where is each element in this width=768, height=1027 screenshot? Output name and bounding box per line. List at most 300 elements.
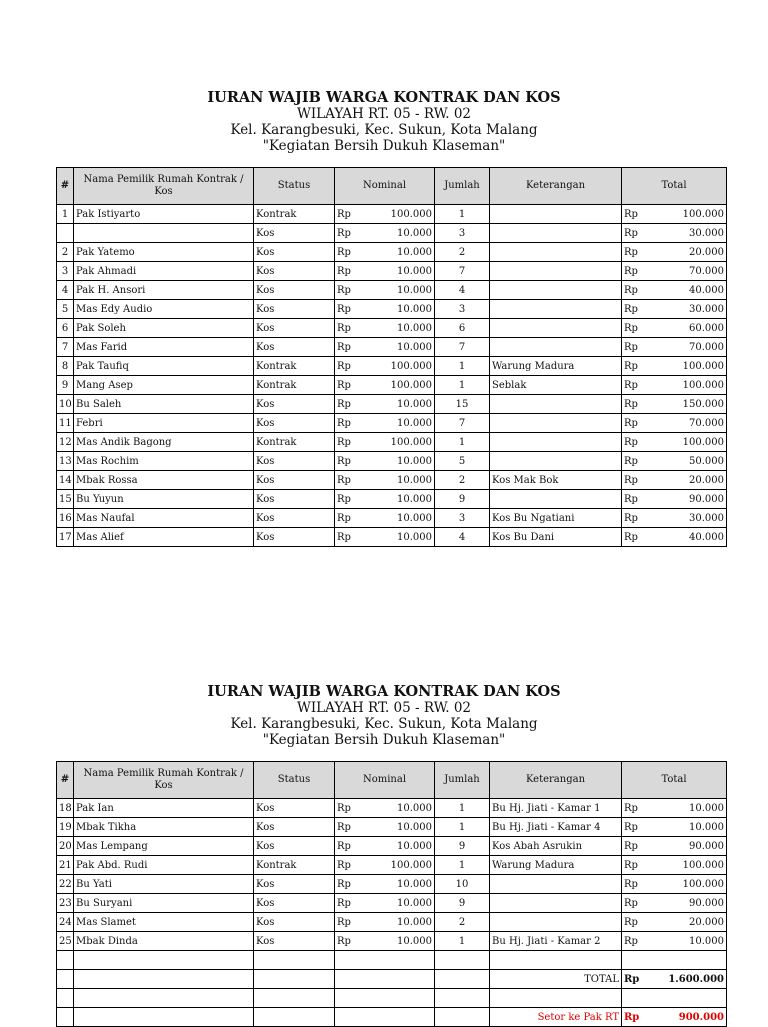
nominal-cell bbox=[335, 357, 435, 376]
row-number: 13 bbox=[57, 452, 74, 471]
table-row bbox=[57, 932, 727, 951]
nominal-cell bbox=[335, 818, 435, 837]
nominal-cell bbox=[335, 433, 435, 452]
nominal-cell bbox=[335, 509, 435, 528]
nominal-currency: Rp bbox=[337, 379, 351, 391]
nominal-cell bbox=[335, 395, 435, 414]
row-number: 18 bbox=[57, 799, 74, 818]
keterangan-cell bbox=[490, 875, 622, 894]
owner-name: Mbak Tikha bbox=[74, 818, 254, 837]
nominal-value: 10.000 bbox=[397, 265, 432, 277]
total-value: 90.000 bbox=[689, 840, 724, 852]
jumlah-cell: 1 bbox=[435, 856, 490, 875]
nominal-currency: Rp bbox=[337, 531, 351, 543]
status-cell: Kos bbox=[254, 300, 335, 319]
total-cell bbox=[622, 338, 727, 357]
total-value: 20.000 bbox=[689, 916, 724, 928]
total-cell bbox=[622, 490, 727, 509]
owner-name: Pak Ian bbox=[74, 799, 254, 818]
sheet1-header-row bbox=[57, 168, 727, 205]
row-number: 1 bbox=[57, 205, 74, 224]
status-cell: Kos bbox=[254, 243, 335, 262]
table-row bbox=[57, 490, 727, 509]
nominal-cell bbox=[335, 490, 435, 509]
owner-name: Bu Suryani bbox=[74, 894, 254, 913]
nominal-currency: Rp bbox=[337, 935, 351, 947]
nominal-currency: Rp bbox=[337, 341, 351, 353]
nominal-cell bbox=[335, 452, 435, 471]
total-value: 10.000 bbox=[689, 935, 724, 947]
nominal-currency: Rp bbox=[337, 360, 351, 372]
total-value: 20.000 bbox=[689, 246, 724, 258]
total-currency: Rp bbox=[624, 840, 638, 852]
nominal-currency: Rp bbox=[337, 916, 351, 928]
keterangan-cell: Kos Bu Ngatiani bbox=[490, 509, 622, 528]
keterangan-cell: Seblak bbox=[490, 376, 622, 395]
col-jumlah-header: Jumlah bbox=[435, 762, 490, 799]
total-value: 30.000 bbox=[689, 227, 724, 239]
sheet2-location: Kel. Karangbesuki, Kec. Sukun, Kota Malang bbox=[230, 716, 538, 732]
row-number bbox=[57, 224, 74, 243]
nominal-currency: Rp bbox=[337, 455, 351, 467]
col-jumlah-header: Jumlah bbox=[435, 168, 490, 205]
table-row bbox=[57, 338, 727, 357]
total-currency: Rp bbox=[624, 531, 638, 543]
total-value: 100.000 bbox=[682, 878, 724, 890]
owner-name: Pak Istiyarto bbox=[74, 205, 254, 224]
table-row bbox=[57, 452, 727, 471]
total-currency: Rp bbox=[624, 227, 638, 239]
table-row bbox=[57, 224, 727, 243]
total-cell bbox=[622, 471, 727, 490]
jumlah-cell: 1 bbox=[435, 357, 490, 376]
table-row bbox=[57, 856, 727, 875]
row-number: 19 bbox=[57, 818, 74, 837]
total-currency: Rp bbox=[624, 821, 638, 833]
total-cell bbox=[622, 433, 727, 452]
total-value: 1.600.000 bbox=[668, 973, 724, 985]
nominal-cell bbox=[335, 338, 435, 357]
total-value: 30.000 bbox=[689, 303, 724, 315]
table-row bbox=[57, 818, 727, 837]
nominal-currency: Rp bbox=[337, 208, 351, 220]
total-currency: Rp bbox=[624, 935, 638, 947]
total-cell bbox=[622, 913, 727, 932]
nominal-cell bbox=[335, 319, 435, 338]
row-number: 4 bbox=[57, 281, 74, 300]
nominal-currency: Rp bbox=[337, 322, 351, 334]
jumlah-cell: 1 bbox=[435, 433, 490, 452]
nominal-value: 100.000 bbox=[390, 208, 432, 220]
sheet2-title: IURAN WAJIB WARGA KONTRAK DAN KOS bbox=[207, 683, 561, 700]
status-cell: Kos bbox=[254, 799, 335, 818]
jumlah-cell: 1 bbox=[435, 376, 490, 395]
row-number: 8 bbox=[57, 357, 74, 376]
keterangan-cell bbox=[490, 395, 622, 414]
nominal-value: 10.000 bbox=[397, 284, 432, 296]
total-value: 50.000 bbox=[689, 455, 724, 467]
col-keterangan-header: Keterangan bbox=[490, 762, 622, 799]
jumlah-cell: 3 bbox=[435, 300, 490, 319]
total-cell bbox=[622, 452, 727, 471]
total-cell bbox=[622, 818, 727, 837]
row-number: 25 bbox=[57, 932, 74, 951]
jumlah-cell: 5 bbox=[435, 452, 490, 471]
total-cell bbox=[622, 395, 727, 414]
keterangan-cell bbox=[490, 319, 622, 338]
nominal-currency: Rp bbox=[337, 303, 351, 315]
table-row bbox=[57, 243, 727, 262]
sheet1-subtitle: WILAYAH RT. 05 - RW. 02 bbox=[296, 106, 472, 122]
nominal-currency: Rp bbox=[337, 284, 351, 296]
nominal-currency: Rp bbox=[337, 802, 351, 814]
nominal-value: 100.000 bbox=[390, 379, 432, 391]
total-currency: Rp bbox=[624, 379, 638, 391]
col-number-header: # bbox=[57, 762, 74, 799]
total-value: 70.000 bbox=[689, 417, 724, 429]
total-cell bbox=[622, 300, 727, 319]
status-cell: Kos bbox=[254, 338, 335, 357]
col-name-header: Nama Pemilik Rumah Kontrak / Kos bbox=[74, 762, 254, 799]
nominal-value: 10.000 bbox=[397, 455, 432, 467]
sheet1-heading bbox=[0, 90, 768, 154]
keterangan-cell: Warung Madura bbox=[490, 357, 622, 376]
owner-name: Bu Yati bbox=[74, 875, 254, 894]
total-currency: Rp bbox=[624, 859, 638, 871]
keterangan-cell bbox=[490, 281, 622, 300]
status-cell: Kontrak bbox=[254, 376, 335, 395]
row-number: 14 bbox=[57, 471, 74, 490]
total-cell bbox=[622, 528, 727, 547]
total-currency: Rp bbox=[624, 208, 638, 220]
keterangan-cell: Bu Hj. Jiati - Kamar 4 bbox=[490, 818, 622, 837]
row-number: 20 bbox=[57, 837, 74, 856]
status-cell: Kos bbox=[254, 262, 335, 281]
jumlah-cell: 2 bbox=[435, 471, 490, 490]
row-number: 2 bbox=[57, 243, 74, 262]
nominal-currency: Rp bbox=[337, 897, 351, 909]
total-currency: Rp bbox=[624, 360, 638, 372]
sheet1-location: Kel. Karangbesuki, Kec. Sukun, Kota Malang bbox=[230, 122, 538, 138]
keterangan-cell: Bu Hj. Jiati - Kamar 1 bbox=[490, 799, 622, 818]
row-number: 5 bbox=[57, 300, 74, 319]
total-currency: Rp bbox=[624, 265, 638, 277]
owner-name: Mas Alief bbox=[74, 528, 254, 547]
table-row bbox=[57, 433, 727, 452]
keterangan-cell bbox=[490, 262, 622, 281]
nominal-value: 100.000 bbox=[390, 859, 432, 871]
owner-name: Mas Rochim bbox=[74, 452, 254, 471]
total-value: 100.000 bbox=[682, 379, 724, 391]
total-value: 20.000 bbox=[689, 474, 724, 486]
jumlah-cell: 6 bbox=[435, 319, 490, 338]
nominal-currency: Rp bbox=[337, 265, 351, 277]
status-cell: Kos bbox=[254, 395, 335, 414]
total-cell bbox=[622, 856, 727, 875]
jumlah-cell: 1 bbox=[435, 818, 490, 837]
sheet1-title: IURAN WAJIB WARGA KONTRAK DAN KOS bbox=[207, 89, 561, 106]
nominal-value: 100.000 bbox=[390, 436, 432, 448]
table-row bbox=[57, 913, 727, 932]
total-row bbox=[57, 970, 727, 989]
nominal-value: 10.000 bbox=[397, 916, 432, 928]
setor-currency: Rp bbox=[624, 1011, 640, 1023]
total-cell bbox=[622, 414, 727, 433]
status-cell: Kontrak bbox=[254, 357, 335, 376]
nominal-cell bbox=[335, 913, 435, 932]
sheet1-event: "Kegiatan Bersih Dukuh Klaseman" bbox=[262, 138, 506, 154]
total-currency: Rp bbox=[624, 973, 640, 985]
total-cell bbox=[622, 970, 727, 989]
table-row bbox=[57, 471, 727, 490]
status-cell: Kontrak bbox=[254, 433, 335, 452]
table-row bbox=[57, 376, 727, 395]
jumlah-cell: 9 bbox=[435, 490, 490, 509]
total-value: 100.000 bbox=[682, 436, 724, 448]
table-row bbox=[57, 875, 727, 894]
keterangan-cell: Kos Abah Asrukin bbox=[490, 837, 622, 856]
nominal-value: 10.000 bbox=[397, 246, 432, 258]
status-cell: Kos bbox=[254, 471, 335, 490]
setor-label: Setor ke Pak RT bbox=[490, 1008, 622, 1027]
status-cell: Kos bbox=[254, 528, 335, 547]
table-row bbox=[57, 300, 727, 319]
keterangan-cell bbox=[490, 224, 622, 243]
owner-name: Mas Farid bbox=[74, 338, 254, 357]
total-value: 100.000 bbox=[682, 360, 724, 372]
jumlah-cell: 10 bbox=[435, 875, 490, 894]
owner-name: Mbak Rossa bbox=[74, 471, 254, 490]
status-cell: Kos bbox=[254, 319, 335, 338]
row-number: 9 bbox=[57, 376, 74, 395]
status-cell: Kos bbox=[254, 875, 335, 894]
status-cell: Kos bbox=[254, 818, 335, 837]
nominal-currency: Rp bbox=[337, 474, 351, 486]
row-number: 17 bbox=[57, 528, 74, 547]
jumlah-cell: 2 bbox=[435, 913, 490, 932]
nominal-value: 10.000 bbox=[397, 840, 432, 852]
total-currency: Rp bbox=[624, 303, 638, 315]
nominal-value: 10.000 bbox=[397, 878, 432, 890]
total-currency: Rp bbox=[624, 802, 638, 814]
status-cell: Kos bbox=[254, 490, 335, 509]
nominal-cell bbox=[335, 932, 435, 951]
nominal-cell bbox=[335, 837, 435, 856]
total-currency: Rp bbox=[624, 341, 638, 353]
owner-name: Pak Abd. Rudi bbox=[74, 856, 254, 875]
jumlah-cell: 4 bbox=[435, 528, 490, 547]
total-value: 40.000 bbox=[689, 531, 724, 543]
status-cell: Kos bbox=[254, 932, 335, 951]
row-number: 10 bbox=[57, 395, 74, 414]
owner-name: Mas Lempang bbox=[74, 837, 254, 856]
col-name-header: Nama Pemilik Rumah Kontrak / Kos bbox=[74, 168, 254, 205]
total-currency: Rp bbox=[624, 398, 638, 410]
total-cell bbox=[622, 875, 727, 894]
owner-name: Mas Slamet bbox=[74, 913, 254, 932]
owner-name: Mas Andik Bagong bbox=[74, 433, 254, 452]
total-value: 70.000 bbox=[689, 265, 724, 277]
total-currency: Rp bbox=[624, 916, 638, 928]
col-total-header: Total bbox=[622, 762, 727, 799]
keterangan-cell: Kos Mak Bok bbox=[490, 471, 622, 490]
nominal-value: 10.000 bbox=[397, 531, 432, 543]
row-number: 6 bbox=[57, 319, 74, 338]
table-row bbox=[57, 528, 727, 547]
total-cell bbox=[622, 376, 727, 395]
total-currency: Rp bbox=[624, 455, 638, 467]
sheet1-table bbox=[56, 167, 727, 547]
total-cell bbox=[622, 262, 727, 281]
keterangan-cell: Warung Madura bbox=[490, 856, 622, 875]
keterangan-cell bbox=[490, 490, 622, 509]
row-number: 16 bbox=[57, 509, 74, 528]
nominal-value: 10.000 bbox=[397, 474, 432, 486]
jumlah-cell: 7 bbox=[435, 414, 490, 433]
keterangan-cell: Bu Hj. Jiati - Kamar 2 bbox=[490, 932, 622, 951]
row-number: 15 bbox=[57, 490, 74, 509]
nominal-cell bbox=[335, 894, 435, 913]
owner-name bbox=[74, 224, 254, 243]
table-row bbox=[57, 205, 727, 224]
nominal-value: 10.000 bbox=[397, 935, 432, 947]
owner-name: Pak Soleh bbox=[74, 319, 254, 338]
total-value: 90.000 bbox=[689, 493, 724, 505]
total-currency: Rp bbox=[624, 322, 638, 334]
nominal-value: 10.000 bbox=[397, 322, 432, 334]
total-currency: Rp bbox=[624, 474, 638, 486]
total-cell bbox=[622, 932, 727, 951]
nominal-value: 10.000 bbox=[397, 341, 432, 353]
nominal-cell bbox=[335, 262, 435, 281]
table-row bbox=[57, 414, 727, 433]
table-row bbox=[57, 281, 727, 300]
nominal-value: 10.000 bbox=[397, 821, 432, 833]
table-row bbox=[57, 262, 727, 281]
total-value: 30.000 bbox=[689, 512, 724, 524]
keterangan-cell bbox=[490, 300, 622, 319]
keterangan-cell bbox=[490, 338, 622, 357]
total-value: 100.000 bbox=[682, 208, 724, 220]
nominal-currency: Rp bbox=[337, 859, 351, 871]
jumlah-cell: 1 bbox=[435, 799, 490, 818]
table-row bbox=[57, 395, 727, 414]
total-value: 70.000 bbox=[689, 341, 724, 353]
col-number-header: # bbox=[57, 168, 74, 205]
jumlah-cell: 9 bbox=[435, 894, 490, 913]
jumlah-cell: 9 bbox=[435, 837, 490, 856]
table-row bbox=[57, 837, 727, 856]
keterangan-cell bbox=[490, 414, 622, 433]
total-cell bbox=[622, 243, 727, 262]
total-cell bbox=[622, 837, 727, 856]
keterangan-cell: Kos Bu Dani bbox=[490, 528, 622, 547]
row-number: 23 bbox=[57, 894, 74, 913]
jumlah-cell: 4 bbox=[435, 281, 490, 300]
total-currency: Rp bbox=[624, 512, 638, 524]
nominal-value: 10.000 bbox=[397, 512, 432, 524]
total-cell bbox=[622, 281, 727, 300]
owner-name: Mas Edy Audio bbox=[74, 300, 254, 319]
total-value: 40.000 bbox=[689, 284, 724, 296]
blank-row bbox=[57, 989, 727, 1008]
total-currency: Rp bbox=[624, 897, 638, 909]
total-cell bbox=[622, 357, 727, 376]
sheet2-heading bbox=[0, 684, 768, 748]
col-status-header: Status bbox=[254, 762, 335, 799]
nominal-currency: Rp bbox=[337, 227, 351, 239]
nominal-value: 100.000 bbox=[390, 360, 432, 372]
table-row bbox=[57, 799, 727, 818]
sheet2-header-row bbox=[57, 762, 727, 799]
nominal-cell bbox=[335, 471, 435, 490]
jumlah-cell: 1 bbox=[435, 205, 490, 224]
total-cell bbox=[622, 205, 727, 224]
nominal-currency: Rp bbox=[337, 493, 351, 505]
sheet2-event: "Kegiatan Bersih Dukuh Klaseman" bbox=[262, 732, 506, 748]
jumlah-cell: 15 bbox=[435, 395, 490, 414]
total-currency: Rp bbox=[624, 878, 638, 890]
jumlah-cell: 1 bbox=[435, 932, 490, 951]
nominal-cell bbox=[335, 528, 435, 547]
nominal-currency: Rp bbox=[337, 840, 351, 852]
nominal-cell bbox=[335, 243, 435, 262]
row-number: 3 bbox=[57, 262, 74, 281]
col-status-header: Status bbox=[254, 168, 335, 205]
nominal-cell bbox=[335, 799, 435, 818]
status-cell: Kos bbox=[254, 414, 335, 433]
total-value: 10.000 bbox=[689, 802, 724, 814]
owner-name: Pak Yatemo bbox=[74, 243, 254, 262]
nominal-cell bbox=[335, 875, 435, 894]
total-value: 100.000 bbox=[682, 859, 724, 871]
nominal-currency: Rp bbox=[337, 821, 351, 833]
owner-name: Pak Ahmadi bbox=[74, 262, 254, 281]
keterangan-cell bbox=[490, 243, 622, 262]
jumlah-cell: 2 bbox=[435, 243, 490, 262]
status-cell: Kontrak bbox=[254, 856, 335, 875]
nominal-currency: Rp bbox=[337, 398, 351, 410]
keterangan-cell bbox=[490, 452, 622, 471]
col-keterangan-header: Keterangan bbox=[490, 168, 622, 205]
total-currency: Rp bbox=[624, 493, 638, 505]
nominal-cell bbox=[335, 300, 435, 319]
nominal-currency: Rp bbox=[337, 878, 351, 890]
nominal-value: 10.000 bbox=[397, 802, 432, 814]
jumlah-cell: 7 bbox=[435, 338, 490, 357]
nominal-value: 10.000 bbox=[397, 493, 432, 505]
table-row bbox=[57, 509, 727, 528]
total-cell bbox=[622, 894, 727, 913]
total-cell bbox=[622, 799, 727, 818]
total-value: 90.000 bbox=[689, 897, 724, 909]
nominal-currency: Rp bbox=[337, 436, 351, 448]
nominal-value: 10.000 bbox=[397, 303, 432, 315]
jumlah-cell: 3 bbox=[435, 224, 490, 243]
col-nominal-header: Nominal bbox=[335, 168, 435, 205]
sheet2-subtitle: WILAYAH RT. 05 - RW. 02 bbox=[296, 700, 472, 716]
status-cell: Kos bbox=[254, 913, 335, 932]
table-row bbox=[57, 319, 727, 338]
total-value: 150.000 bbox=[682, 398, 724, 410]
nominal-currency: Rp bbox=[337, 417, 351, 429]
row-number: 12 bbox=[57, 433, 74, 452]
nominal-value: 10.000 bbox=[397, 227, 432, 239]
nominal-currency: Rp bbox=[337, 512, 351, 524]
total-label: TOTAL bbox=[490, 970, 622, 989]
status-cell: Kos bbox=[254, 837, 335, 856]
nominal-cell bbox=[335, 205, 435, 224]
